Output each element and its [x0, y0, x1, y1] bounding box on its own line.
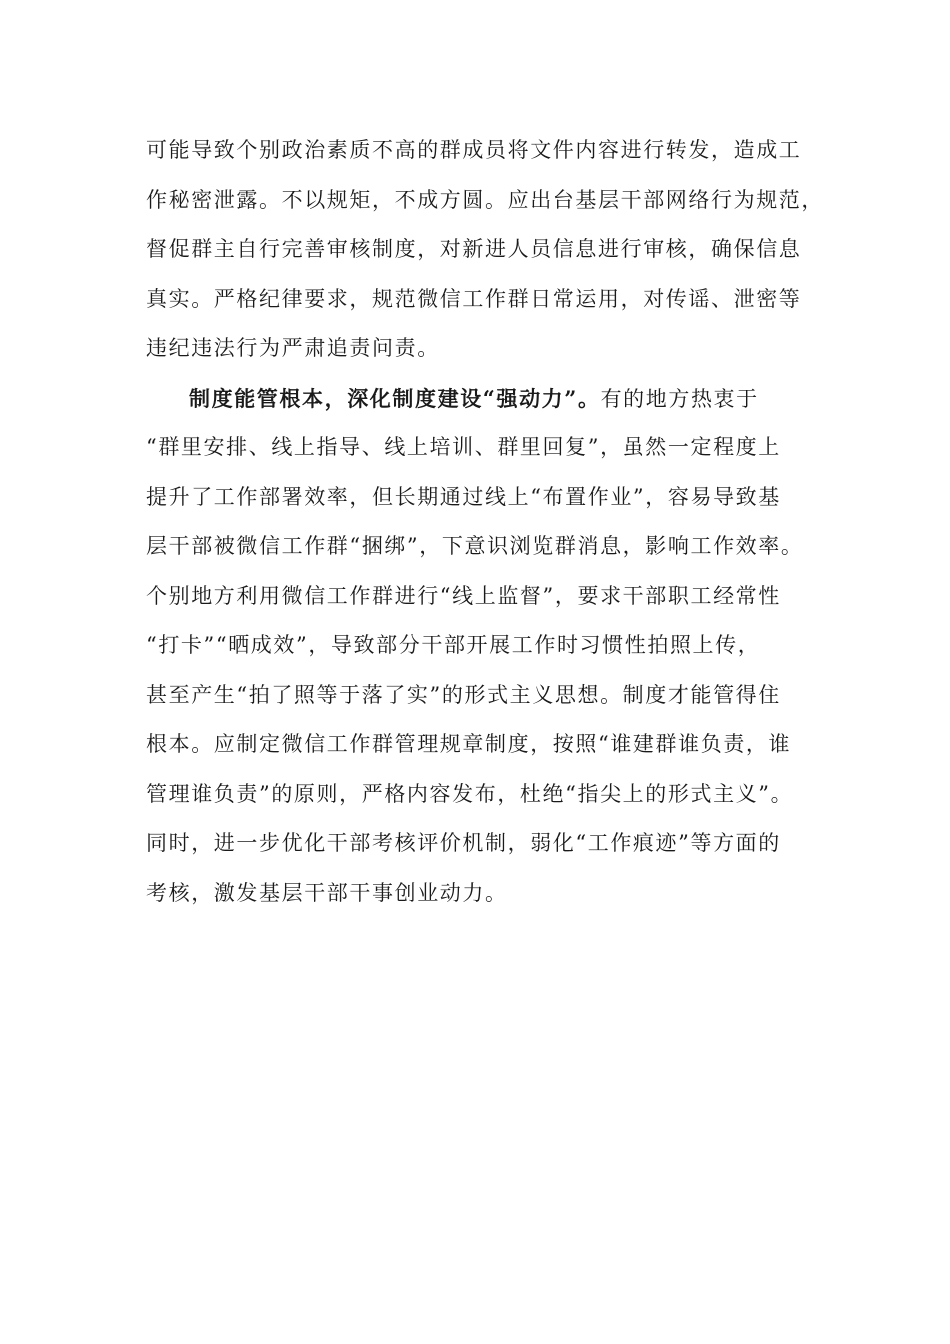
text-line: 个别地方利用微信工作群进行“线上监督”，要求干部职工经常性: [146, 583, 781, 608]
text-line: 督促群主自行完善审核制度，对新进人员信息进行审核，确保信息: [146, 237, 802, 261]
text-line: 可能导致个别政治素质不高的群成员将文件内容进行转发，造成工: [146, 138, 802, 162]
text-line: 层干部被微信工作群“捆绑”，下意识浏览群消息，影响工作效率。: [146, 534, 804, 558]
paragraph-heading: 制度能管根本，深化制度建设“强动力”。: [189, 385, 601, 411]
document-body: [146, 126, 824, 918]
text-line: 甚至产生“拍了照等于落了实”的形式主义思想。制度才能管得住: [146, 682, 781, 707]
paragraph-2: [146, 374, 811, 919]
text-line: 同时，进一步优化干部考核评价机制，弱化“工作痕迹”等方面的: [146, 831, 781, 855]
text-line: 真实。严格纪律要求，规范微信工作群日常运用，对传谣、泄密等: [146, 286, 802, 311]
text-line: 管理谁负责”的原则，严格内容发布，杜绝“指尖上的形式主义”。: [146, 781, 794, 806]
text-line: 考核，激发基层干部干事创业动力。: [146, 880, 508, 905]
text-line: 违纪违法行为严肃追责问责。: [146, 336, 440, 360]
first-line-text: 有的地方热衷于: [600, 386, 759, 411]
paragraph-1: [146, 126, 824, 374]
text-line: 提升了工作部署效率，但长期通过线上“布置作业”，容易导致基: [146, 484, 781, 509]
text-line-first: [146, 374, 811, 424]
text-line: 作秘密泄露。不以规矩，不成方圆。应出台基层干部网络行为规范，: [146, 187, 824, 212]
text-line: “打卡”“晒成效”，导致部分干部开展工作时习惯性拍照上传，: [146, 633, 761, 657]
text-line: 根本。应制定微信工作群管理规章制度，按照“谁建群谁负责，谁: [146, 732, 792, 756]
text-line: “群里安排、线上指导、线上培训、群里回复”，虽然一定程度上: [146, 435, 781, 459]
